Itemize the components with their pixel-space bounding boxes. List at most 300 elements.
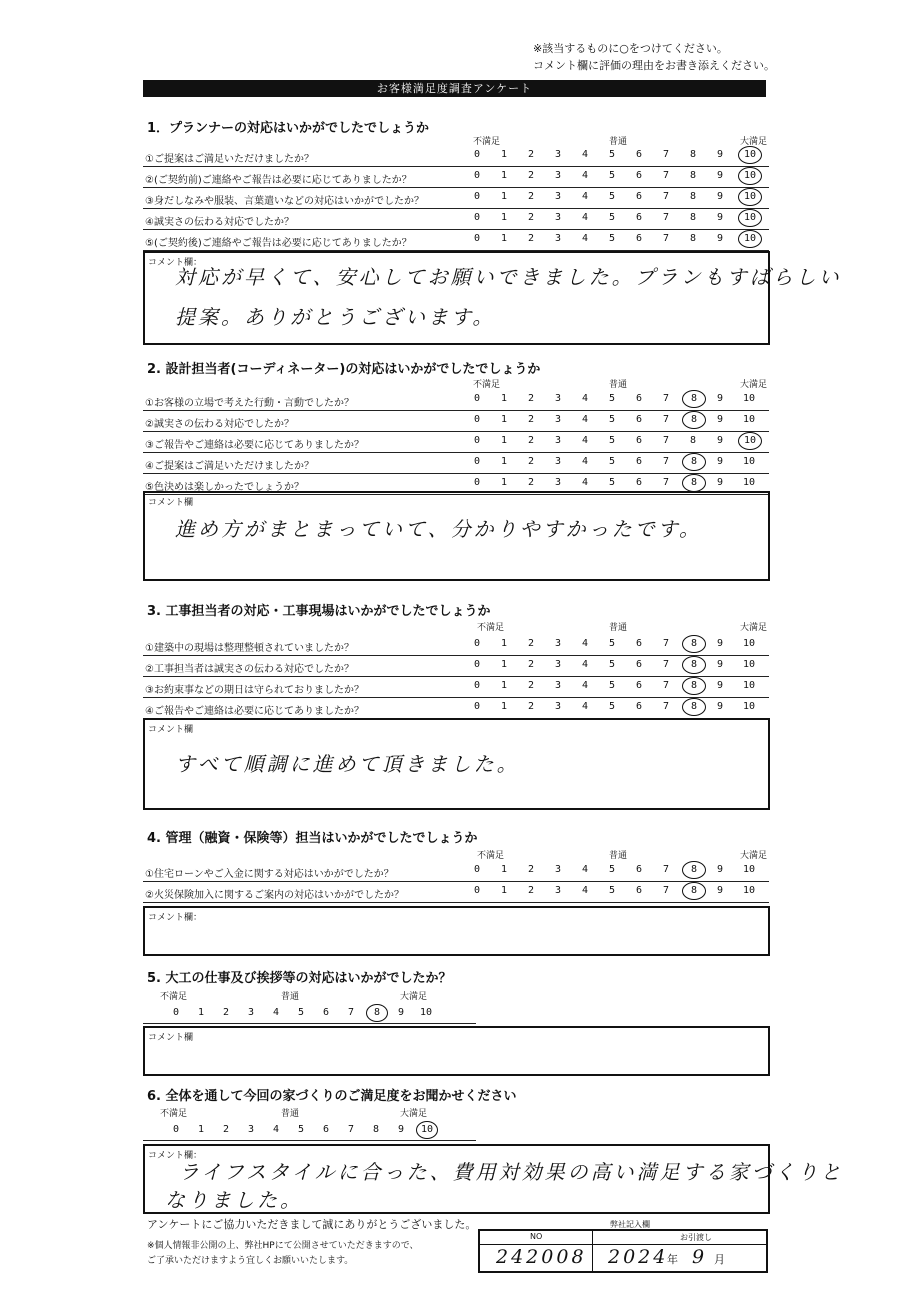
section5-option-4[interactable]: 4	[272, 1007, 280, 1018]
rating-option-8-selected[interactable]: 8	[682, 656, 706, 674]
handover-month-label: 月	[714, 1253, 725, 1266]
rating-option-3[interactable]: 3	[554, 435, 562, 446]
rating-option-10[interactable]: 10	[742, 638, 756, 649]
section5-option-8-selected[interactable]: 8	[366, 1004, 388, 1022]
section1-comment-label: コメント欄：	[148, 258, 203, 268]
privacy-note-line2: ご了承いただけますよう宜しくお願いいたします。	[147, 1256, 354, 1266]
section4-comment-box[interactable]	[143, 906, 770, 956]
rating-option-1[interactable]: 1	[500, 212, 508, 223]
rating-option-6[interactable]: 6	[635, 659, 643, 670]
rating-option-3[interactable]: 3	[554, 414, 562, 425]
instruction-note-circle: ※該当するものに○をつけてください。	[533, 42, 728, 55]
rating-option-9[interactable]: 9	[716, 233, 724, 244]
rating-option-10-selected[interactable]: 10	[738, 167, 762, 185]
question-row	[143, 882, 769, 903]
section6-option-8[interactable]: 8	[372, 1124, 380, 1135]
handover-header: お引渡し	[680, 1233, 712, 1242]
rating-option-8[interactable]: 8	[689, 149, 697, 160]
rating-option-3[interactable]: 3	[554, 680, 562, 691]
rating-option-2[interactable]: 2	[527, 233, 535, 244]
section4-title: 4. 管理（融資・保険等）担当はいかがでしたでしょうか	[147, 831, 478, 846]
rating-option-0[interactable]: 0	[473, 233, 481, 244]
privacy-note-line1: ※個人情報非公開の上、弊社HPにて公開させていただきますので、	[147, 1241, 419, 1251]
rating-option-3[interactable]: 3	[554, 149, 562, 160]
section5-option-1[interactable]: 1	[197, 1007, 205, 1018]
rating-option-8[interactable]: 8	[689, 233, 697, 244]
handover-year-label: 年	[667, 1253, 678, 1266]
rating-option-5[interactable]: 5	[608, 864, 616, 875]
office-no-header: NO	[530, 1232, 543, 1241]
section6-option-7[interactable]: 7	[347, 1124, 355, 1135]
question-row	[143, 453, 769, 474]
rating-option-4[interactable]: 4	[581, 864, 589, 875]
section5-option-7[interactable]: 7	[347, 1007, 355, 1018]
section1-comment-box[interactable]	[143, 251, 842, 345]
rating-option-2[interactable]: 2	[527, 885, 535, 896]
rating-option-7[interactable]: 7	[662, 233, 670, 244]
section2-comment-label: コメント欄	[148, 498, 194, 508]
rating-option-8[interactable]: 8	[689, 212, 697, 223]
rating-option-4[interactable]: 4	[581, 659, 589, 670]
section2-scale-low: 不満足	[473, 380, 501, 390]
office-no-value: 242008	[496, 1246, 587, 1268]
rating-option-9[interactable]: 9	[716, 885, 724, 896]
rating-option-4[interactable]: 4	[581, 456, 589, 467]
rating-option-6[interactable]: 6	[635, 864, 643, 875]
rating-scale	[463, 864, 769, 878]
rating-option-8-selected[interactable]: 8	[682, 861, 706, 879]
rating-option-2[interactable]: 2	[527, 864, 535, 875]
rating-option-3[interactable]: 3	[554, 701, 562, 712]
rating-option-6[interactable]: 6	[635, 212, 643, 223]
rating-option-3[interactable]: 3	[554, 212, 562, 223]
rating-option-2[interactable]: 2	[527, 212, 535, 223]
rating-option-7[interactable]: 7	[662, 212, 670, 223]
rating-option-6[interactable]: 6	[635, 233, 643, 244]
rating-option-0[interactable]: 0	[473, 659, 481, 670]
question-text: ②工事担当者は誠実さの伝わる対応でしたか？	[145, 664, 354, 675]
question-text: ④誠実さの伝わる対応でしたか？	[145, 217, 294, 228]
rating-option-0[interactable]: 0	[473, 477, 481, 488]
rating-option-9[interactable]: 9	[716, 191, 724, 202]
rating-option-9[interactable]: 9	[716, 149, 724, 160]
rating-option-8-selected[interactable]: 8	[682, 453, 706, 471]
rating-option-7[interactable]: 7	[662, 393, 670, 404]
rating-option-6[interactable]: 6	[635, 149, 643, 160]
rating-option-5[interactable]: 5	[608, 233, 616, 244]
question-row	[143, 209, 769, 230]
rating-option-9[interactable]: 9	[716, 701, 724, 712]
rating-option-5[interactable]: 5	[608, 885, 616, 896]
rating-option-1[interactable]: 1	[500, 680, 508, 691]
rating-option-4[interactable]: 4	[581, 414, 589, 425]
section5-option-3[interactable]: 3	[247, 1007, 255, 1018]
section1-scale-mid: 普通	[609, 137, 628, 147]
rating-option-2[interactable]: 2	[527, 435, 535, 446]
section6-option-6[interactable]: 6	[322, 1124, 330, 1135]
section6-option-4[interactable]: 4	[272, 1124, 280, 1135]
rating-option-7[interactable]: 7	[662, 659, 670, 670]
rating-option-9[interactable]: 9	[716, 659, 724, 670]
rating-option-7[interactable]: 7	[662, 170, 670, 181]
rating-option-1[interactable]: 1	[500, 701, 508, 712]
rating-option-0[interactable]: 0	[473, 638, 481, 649]
section2-comment-line1: 進め方がまとまっていて、分かりやすかったです。	[175, 517, 702, 541]
rating-option-1[interactable]: 1	[500, 414, 508, 425]
survey-title: お客様満足度調査アンケート	[143, 80, 766, 97]
rating-option-10[interactable]: 10	[742, 414, 756, 425]
rating-option-2[interactable]: 2	[527, 477, 535, 488]
section6-scale-high: 大満足	[400, 1109, 428, 1119]
section6-comment-line1: ライフスタイルに合った、費用対効果の高い満足する家づくりと	[179, 1160, 844, 1184]
section4-scale-mid: 普通	[609, 851, 628, 861]
rating-option-4[interactable]: 4	[581, 191, 589, 202]
section3-comment-line1: すべて順調に進めて頂きました。	[175, 752, 520, 776]
office-use-header: 弊社記入欄	[610, 1220, 650, 1229]
rating-option-7[interactable]: 7	[662, 191, 670, 202]
rating-option-10-selected[interactable]: 10	[738, 230, 762, 248]
rating-option-3[interactable]: 3	[554, 477, 562, 488]
rating-option-7[interactable]: 7	[662, 477, 670, 488]
rating-option-2[interactable]: 2	[527, 414, 535, 425]
section3-comment-box[interactable]	[143, 718, 770, 810]
rating-option-10[interactable]: 10	[742, 701, 756, 712]
rating-option-1[interactable]: 1	[500, 435, 508, 446]
rating-option-5[interactable]: 5	[608, 435, 616, 446]
section5-comment-box[interactable]	[143, 1026, 770, 1076]
rating-option-5[interactable]: 5	[608, 456, 616, 467]
rating-option-9[interactable]: 9	[716, 414, 724, 425]
question-row	[143, 698, 769, 719]
section6-option-10-selected[interactable]: 10	[416, 1121, 438, 1139]
rating-option-4[interactable]: 4	[581, 393, 589, 404]
rating-option-1[interactable]: 1	[500, 885, 508, 896]
rating-option-5[interactable]: 5	[608, 414, 616, 425]
rating-option-6[interactable]: 6	[635, 885, 643, 896]
rating-scale	[463, 149, 769, 163]
rating-option-4[interactable]: 4	[581, 233, 589, 244]
rating-option-4[interactable]: 4	[581, 701, 589, 712]
section6-option-9[interactable]: 9	[397, 1124, 405, 1135]
rating-option-8[interactable]: 8	[689, 191, 697, 202]
question-text: ⑤(ご契約後)ご連絡やご報告は必要に応じてありましたか？	[145, 238, 412, 249]
handover-month-value: 9	[692, 1246, 708, 1268]
section6-scale-low: 不満足	[160, 1109, 188, 1119]
section2-comment-box[interactable]	[143, 491, 770, 581]
rating-option-3[interactable]: 3	[554, 191, 562, 202]
section3-scale-mid: 普通	[609, 623, 628, 633]
rating-option-4[interactable]: 4	[581, 638, 589, 649]
rating-option-6[interactable]: 6	[635, 680, 643, 691]
rating-scale	[463, 191, 769, 205]
rating-option-7[interactable]: 7	[662, 456, 670, 467]
section6-comment-line2: なりました。	[165, 1188, 303, 1212]
handover-year-value: 2024	[608, 1246, 669, 1268]
rating-scale	[463, 885, 769, 899]
rating-option-0[interactable]: 0	[473, 456, 481, 467]
section2-title: 2. 設計担当者(コーディネーター)の対応はいかがでしたでしょうか	[147, 362, 541, 377]
rating-option-5[interactable]: 5	[608, 638, 616, 649]
rating-option-1[interactable]: 1	[500, 456, 508, 467]
rating-option-5[interactable]: 5	[608, 170, 616, 181]
rating-option-10[interactable]: 10	[742, 659, 756, 670]
rating-option-6[interactable]: 6	[635, 456, 643, 467]
rating-option-2[interactable]: 2	[527, 170, 535, 181]
rating-option-3[interactable]: 3	[554, 885, 562, 896]
question-row	[143, 411, 769, 432]
question-text: ②火災保険加入に関するご案内の対応はいかがでしたか？	[145, 890, 404, 901]
rating-scale	[463, 456, 769, 470]
section5-option-5[interactable]: 5	[297, 1007, 305, 1018]
rating-option-2[interactable]: 2	[527, 701, 535, 712]
rating-option-6[interactable]: 6	[635, 638, 643, 649]
rating-option-0[interactable]: 0	[473, 149, 481, 160]
section5-option-0[interactable]: 0	[172, 1007, 180, 1018]
rating-scale	[463, 435, 769, 449]
rating-option-3[interactable]: 3	[554, 864, 562, 875]
question-row	[143, 635, 769, 656]
rating-option-0[interactable]: 0	[473, 864, 481, 875]
question-row	[143, 677, 769, 698]
question-row	[143, 230, 769, 251]
rating-option-1[interactable]: 1	[500, 170, 508, 181]
rating-option-4[interactable]: 4	[581, 435, 589, 446]
section5-option-10[interactable]: 10	[419, 1007, 433, 1018]
question-text: ④ご報告やご連絡は必要に応じてありましたか？	[145, 706, 364, 717]
section6-title: 6. 全体を通して今回の家づくりのご満足度をお聞かせください	[147, 1089, 517, 1104]
rating-option-5[interactable]: 5	[608, 680, 616, 691]
rating-option-8-selected[interactable]: 8	[682, 677, 706, 695]
rating-option-0[interactable]: 0	[473, 680, 481, 691]
rating-option-4[interactable]: 4	[581, 170, 589, 181]
section5-scale-high: 大満足	[400, 992, 428, 1002]
question-text: ③身だしなみや服装、言葉遣いなどの対応はいかがでしたか？	[145, 196, 424, 207]
section5-option-9[interactable]: 9	[397, 1007, 405, 1018]
question-text: ①建築中の現場は整理整頓されていましたか？	[145, 643, 354, 654]
office-use-table	[478, 1220, 768, 1273]
rating-option-1[interactable]: 1	[500, 659, 508, 670]
section6-rating-scale	[166, 1124, 466, 1138]
office-table-header-row	[480, 1231, 766, 1245]
instruction-note-comment: コメント欄に評価の理由をお書き添えください。	[533, 59, 775, 72]
rating-option-2[interactable]: 2	[527, 659, 535, 670]
rating-option-3[interactable]: 3	[554, 170, 562, 181]
question-text: ①住宅ローンやご入金に関する対応はいかがでしたか？	[145, 869, 394, 880]
section6-option-2[interactable]: 2	[222, 1124, 230, 1135]
section3-title: 3. 工事担当者の対応・工事現場はいかがでしたでしょうか	[147, 604, 491, 619]
rating-option-6[interactable]: 6	[635, 393, 643, 404]
rating-option-8-selected[interactable]: 8	[682, 474, 706, 492]
rating-scale	[463, 638, 769, 652]
rating-option-6[interactable]: 6	[635, 435, 643, 446]
section1-title: 1．プランナーの対応はいかがでしたでしょうか	[147, 121, 430, 136]
section6-option-3[interactable]: 3	[247, 1124, 255, 1135]
rating-scale	[463, 680, 769, 694]
section6-divider	[143, 1140, 476, 1141]
rating-option-3[interactable]: 3	[554, 456, 562, 467]
rating-option-10[interactable]: 10	[742, 680, 756, 691]
rating-option-2[interactable]: 2	[527, 149, 535, 160]
rating-option-7[interactable]: 7	[662, 638, 670, 649]
section1-comment-line1: 対応が早くて、安心してお願いできました。プランもすばらしい	[175, 265, 842, 289]
rating-option-1[interactable]: 1	[500, 393, 508, 404]
rating-option-8-selected[interactable]: 8	[682, 411, 706, 429]
thanks-text: アンケートにご協力いただきまして誠にありがとうございました。	[147, 1218, 477, 1231]
rating-scale	[463, 233, 769, 247]
rating-option-5[interactable]: 5	[608, 149, 616, 160]
rating-option-2[interactable]: 2	[527, 638, 535, 649]
rating-option-3[interactable]: 3	[554, 638, 562, 649]
rating-option-2[interactable]: 2	[527, 191, 535, 202]
rating-option-9[interactable]: 9	[716, 864, 724, 875]
section5-comment-label: コメント欄	[148, 1033, 194, 1043]
rating-option-7[interactable]: 7	[662, 414, 670, 425]
rating-option-7[interactable]: 7	[662, 149, 670, 160]
question-text: ①ご提案はご満足いただけましたか？	[145, 154, 314, 165]
rating-option-6[interactable]: 6	[635, 170, 643, 181]
rating-option-4[interactable]: 4	[581, 885, 589, 896]
rating-option-2[interactable]: 2	[527, 456, 535, 467]
rating-option-9[interactable]: 9	[716, 393, 724, 404]
rating-option-0[interactable]: 0	[473, 393, 481, 404]
rating-option-8-selected[interactable]: 8	[682, 882, 706, 900]
question-text: ⑤色決めは楽しかったでしょうか？	[145, 482, 304, 493]
rating-option-1[interactable]: 1	[500, 638, 508, 649]
rating-option-5[interactable]: 5	[608, 659, 616, 670]
section2-scale-high: 大満足	[740, 380, 768, 390]
rating-option-1[interactable]: 1	[500, 477, 508, 488]
rating-option-7[interactable]: 7	[662, 701, 670, 712]
rating-option-8-selected[interactable]: 8	[682, 635, 706, 653]
section6-scale-mid: 普通	[281, 1109, 300, 1119]
rating-option-5[interactable]: 5	[608, 477, 616, 488]
rating-option-9[interactable]: 9	[716, 477, 724, 488]
rating-option-0[interactable]: 0	[473, 885, 481, 896]
question-row	[143, 146, 769, 167]
rating-option-10-selected[interactable]: 10	[738, 432, 762, 450]
section5-scale-mid: 普通	[281, 992, 300, 1002]
section4-scale-high: 大満足	[740, 851, 768, 861]
rating-option-9[interactable]: 9	[716, 456, 724, 467]
rating-option-7[interactable]: 7	[662, 680, 670, 691]
question-text: ③お約束事などの期日は守られておりましたか？	[145, 685, 364, 696]
rating-option-10[interactable]: 10	[742, 456, 756, 467]
question-text: ②誠実さの伝わる対応でしたか？	[145, 419, 294, 430]
rating-scale	[463, 414, 769, 428]
section3-scale-low: 不満足	[477, 623, 505, 633]
rating-scale	[463, 659, 769, 673]
question-row	[143, 167, 769, 188]
section1-scale-low: 不満足	[473, 137, 501, 147]
rating-option-5[interactable]: 5	[608, 191, 616, 202]
section1-comment-line2: 提案。ありがとうございます。	[175, 305, 496, 329]
rating-option-0[interactable]: 0	[473, 701, 481, 712]
rating-option-8[interactable]: 8	[689, 435, 697, 446]
rating-option-2[interactable]: 2	[527, 393, 535, 404]
question-row	[143, 390, 769, 411]
rating-option-9[interactable]: 9	[716, 638, 724, 649]
section6-comment-label: コメント欄：	[148, 1151, 203, 1161]
rating-option-9[interactable]: 9	[716, 680, 724, 691]
rating-option-0[interactable]: 0	[473, 212, 481, 223]
rating-option-1[interactable]: 1	[500, 149, 508, 160]
question-row	[143, 188, 769, 209]
section5-scale-low: 不満足	[160, 992, 188, 1002]
rating-option-0[interactable]: 0	[473, 414, 481, 425]
rating-scale	[463, 701, 769, 715]
section6-option-0[interactable]: 0	[172, 1124, 180, 1135]
section6-option-1[interactable]: 1	[197, 1124, 205, 1135]
rating-option-9[interactable]: 9	[716, 435, 724, 446]
rating-option-1[interactable]: 1	[500, 191, 508, 202]
section3-scale-high: 大満足	[740, 623, 768, 633]
question-text: ②(ご契約前)ご連絡やご報告は必要に応じてありましたか？	[145, 175, 412, 186]
rating-option-5[interactable]: 5	[608, 212, 616, 223]
rating-option-10[interactable]: 10	[742, 393, 756, 404]
section4-scale-low: 不満足	[477, 851, 505, 861]
rating-option-7[interactable]: 7	[662, 885, 670, 896]
rating-option-10[interactable]: 10	[742, 885, 756, 896]
rating-option-10[interactable]: 10	[742, 477, 756, 488]
rating-option-4[interactable]: 4	[581, 149, 589, 160]
rating-option-7[interactable]: 7	[662, 435, 670, 446]
section3-comment-label: コメント欄	[148, 725, 194, 735]
rating-option-3[interactable]: 3	[554, 233, 562, 244]
section2-scale-mid: 普通	[609, 380, 628, 390]
rating-scale	[463, 393, 769, 407]
rating-option-1[interactable]: 1	[500, 233, 508, 244]
section5-option-6[interactable]: 6	[322, 1007, 330, 1018]
rating-option-9[interactable]: 9	[716, 170, 724, 181]
rating-option-10-selected[interactable]: 10	[738, 209, 762, 227]
rating-option-6[interactable]: 6	[635, 477, 643, 488]
rating-option-0[interactable]: 0	[473, 191, 481, 202]
rating-option-5[interactable]: 5	[608, 393, 616, 404]
section1-scale-high: 大満足	[740, 137, 768, 147]
rating-option-1[interactable]: 1	[500, 864, 508, 875]
section5-option-2[interactable]: 2	[222, 1007, 230, 1018]
rating-option-8-selected[interactable]: 8	[682, 390, 706, 408]
rating-option-4[interactable]: 4	[581, 477, 589, 488]
rating-option-2[interactable]: 2	[527, 680, 535, 691]
rating-option-3[interactable]: 3	[554, 393, 562, 404]
rating-option-9[interactable]: 9	[716, 212, 724, 223]
question-text: ①お客様の立場で考えた行動・言動でしたか？	[145, 398, 354, 409]
rating-option-10-selected[interactable]: 10	[738, 146, 762, 164]
rating-option-3[interactable]: 3	[554, 659, 562, 670]
rating-option-8-selected[interactable]: 8	[682, 698, 706, 716]
rating-option-7[interactable]: 7	[662, 864, 670, 875]
rating-option-6[interactable]: 6	[635, 701, 643, 712]
rating-option-4[interactable]: 4	[581, 212, 589, 223]
rating-option-0[interactable]: 0	[473, 435, 481, 446]
question-text: ③ご報告やご連絡は必要に応じてありましたか？	[145, 440, 364, 451]
rating-option-8[interactable]: 8	[689, 170, 697, 181]
rating-option-5[interactable]: 5	[608, 701, 616, 712]
section6-option-5[interactable]: 5	[297, 1124, 305, 1135]
section6-comment-box[interactable]	[143, 1144, 844, 1214]
section5-rating-scale	[166, 1007, 466, 1021]
rating-option-4[interactable]: 4	[581, 680, 589, 691]
section5-divider	[143, 1023, 476, 1024]
rating-option-0[interactable]: 0	[473, 170, 481, 181]
rating-option-10-selected[interactable]: 10	[738, 188, 762, 206]
rating-option-6[interactable]: 6	[635, 191, 643, 202]
rating-option-6[interactable]: 6	[635, 414, 643, 425]
question-row	[143, 656, 769, 677]
question-text: ④ご提案はご満足いただけましたか？	[145, 461, 314, 472]
rating-option-10[interactable]: 10	[742, 864, 756, 875]
